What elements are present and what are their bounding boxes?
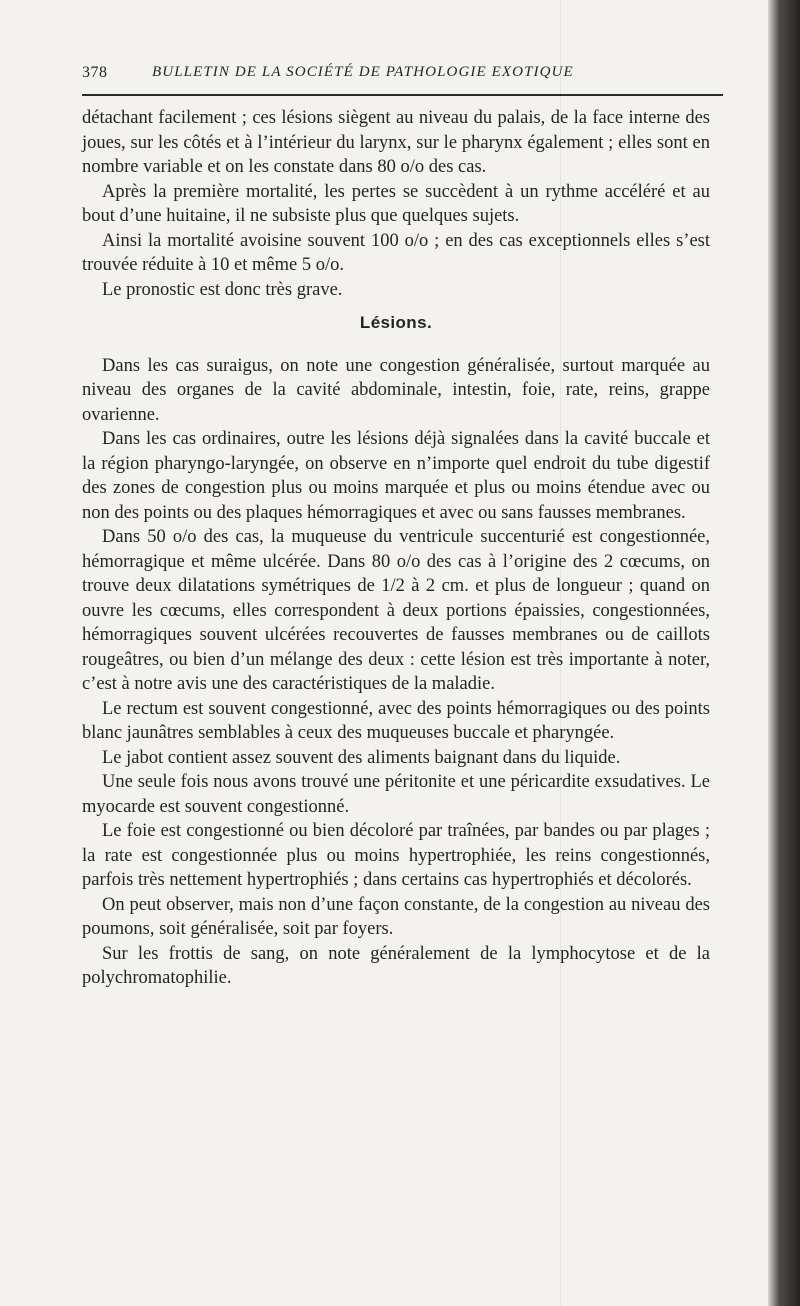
- paragraph-crop: Le jabot contient assez souvent des aliments baignant dans du liquide.: [102, 747, 621, 768]
- paragraph-prognosis: Le pronostic est donc très grave.: [102, 279, 343, 300]
- page-header: [82, 64, 722, 88]
- paragraph-liver-spleen: Le foie est congestionné ou bien décoloré par traînées, par bandes ou par plages ; la rate est congestionnée plus ou moins hypertrophiée, les reins congestionnés, parfois très nettement hypertrophiés ; dans certains cas hypertrophiés et décolorés.: [82, 821, 710, 890]
- paragraph-acute-cases: Dans les cas suraigus, on note une congestion généralisée, surtout marquée au niveau des organes de la cavité abdominale, intestin, foie, rate, reins, grappe ovarienne.: [82, 355, 710, 425]
- page-number: 378: [82, 64, 108, 81]
- article-text: [82, 106, 710, 991]
- header-rule: [82, 94, 723, 96]
- running-title: BULLETIN DE LA SOCIÉTÉ DE PATHOLOGIE EXOTIQUE: [152, 64, 574, 80]
- section-heading-lesions: Lésions.: [359, 313, 433, 332]
- paragraph-blood-smears: Sur les frottis de sang, on note généralement de la lymphocytose et de la polychromatophilie.: [82, 943, 710, 988]
- paragraph-mortality: Après la première mortalité, les pertes se succèdent à un rythme accéléré et au bout d’une huitaine, il ne subsiste plus que quelques sujets.: [82, 181, 710, 226]
- paragraph-rectum: Le rectum est souvent congestionné, avec des points hémorragiques ou des points blanc jaunâtres semblables à ceux des muqueuses buccale et pharyngée.: [82, 698, 710, 743]
- paragraph-continuation: détachant facilement ; ces lésions siègent au niveau du palais, de la face interne des joues, sur les côtés et à l’intérieur du larynx, sur le pharynx également ; elles sont en nombre variable et on les constate dans 80 o/o des cas.: [82, 108, 710, 177]
- paragraph-ventricle-caeca: Dans 50 o/o des cas, la muqueuse du ventricule succenturié est congestionnée, hémorragique et même ulcérée. Dans 80 o/o des cas à l’origine des 2 cœcums, on trouve deux dilatations symétriques de 1/2 à 2 cm. et plus de longueur ; quand on ouvre les cœcums, elles correspondent à deux portions épaissies, congestionnées, hémorragiques souvent ulcérées recouvertes de fausses membranes ou de caillots rougeâtres, ou bien d’un mélange des deux : cette lésion est très importante à noter, c’est à notre avis une des caractéristiques de la maladie.: [82, 527, 710, 694]
- paragraph-mortality-rate: Ainsi la mortalité avoisine souvent 100 o/o ; en des cas exceptionnels elles s’est trouvée réduite à 10 et même 5 o/o.: [82, 230, 710, 275]
- book-binding-edge: [768, 0, 800, 1306]
- paragraph-ordinary-cases: Dans les cas ordinaires, outre les lésions déjà signalées dans la cavité buccale et la région pharyngo-laryngée, on observe en n’importe quel endroit du tube digestif des zones de congestion plus ou moins marquée et plus ou moins étendue avec ou non des points ou des plaques hémorragiques et avec ou sans fausses membranes.: [82, 429, 710, 523]
- paragraph-peritonitis: Une seule fois nous avons trouvé une péritonite et une péricardite exsudatives. Le myocarde est souvent congestionné.: [82, 772, 710, 817]
- paragraph-lungs: On peut observer, mais non d’une façon constante, de la congestion au niveau des poumons, soit généralisée, soit par foyers.: [82, 894, 710, 939]
- scan-artifact: [560, 0, 561, 1306]
